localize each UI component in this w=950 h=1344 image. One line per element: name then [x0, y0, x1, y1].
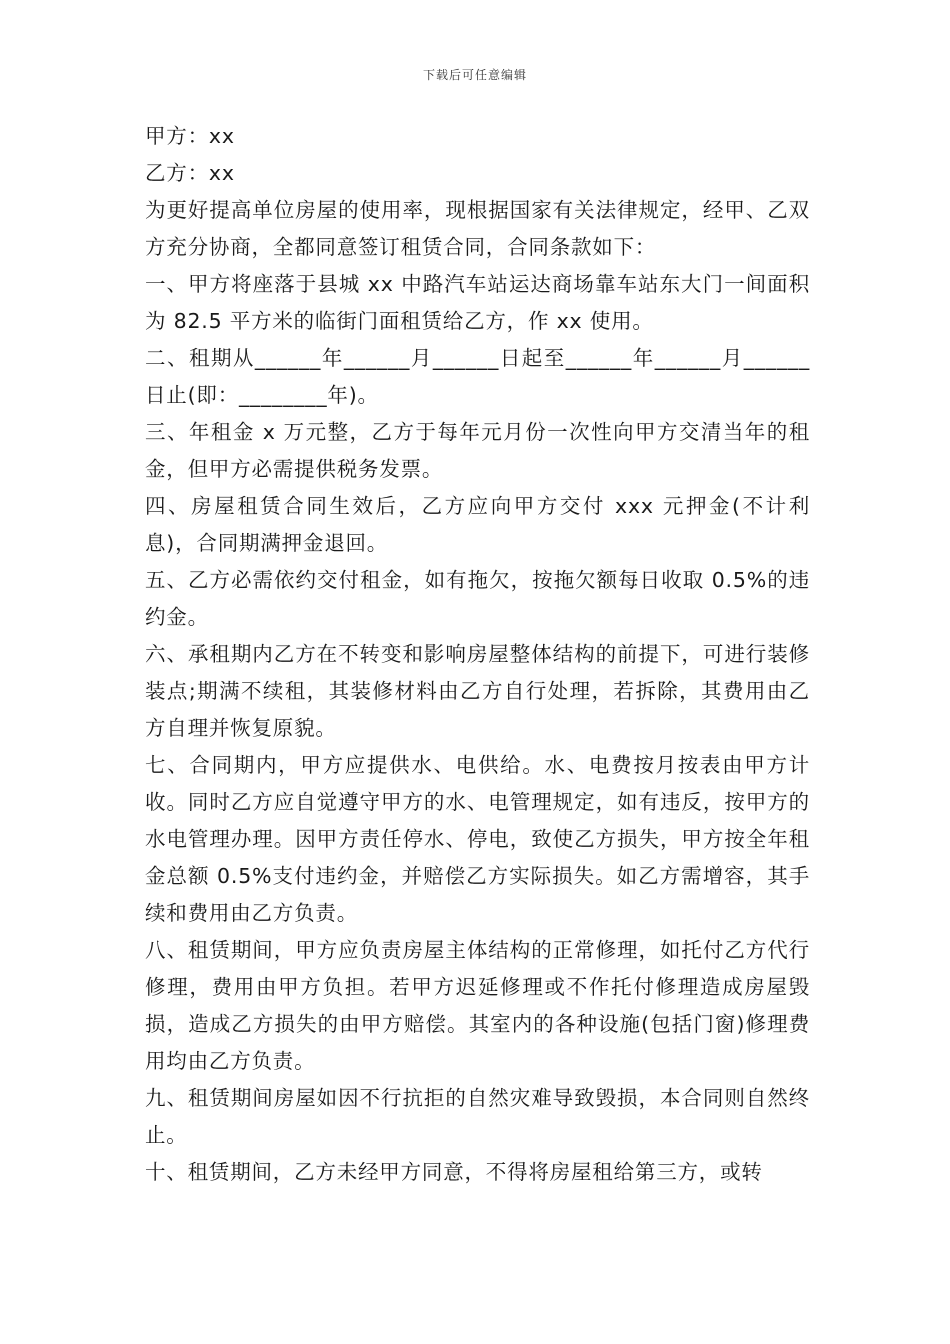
- clause-1: 一、甲方将座落于县城 xx 中路汽车站运达商场靠车站东大门一间面积为 82.5 平方米的临街门面租赁给乙方，作 xx 使用。: [145, 272, 810, 333]
- clause-7: 七、合同期内，甲方应提供水、电供给。水、电费按月按表由甲方计收。同时乙方应自觉遵守甲方的水、电管理规定，如有违反，按甲方的水电管理办理。因甲方责任停水、停电，致使乙方损失，甲方按全年租金总额 0.5%支付违约金，并赔偿乙方实际损失。如乙方需增容，其手续和费用由乙方负责。: [145, 753, 810, 925]
- clause-4: 四、房屋租赁合同生效后，乙方应向甲方交付 xxx 元押金(不计利息)，合同期满押金退回。: [145, 494, 810, 555]
- preamble-paragraph: 为更好提高单位房屋的使用率，现根据国家有关法律规定，经甲、乙双方充分协商，全都同意签订租赁合同，合同条款如下：: [145, 198, 810, 259]
- clause-6: 六、承租期内乙方在不转变和影响房屋整体结构的前提下，可进行装修装点;期满不续租，其装修材料由乙方自行处理，若拆除，其费用由乙方自理并恢复原貌。: [145, 642, 810, 740]
- clause-5: 五、乙方必需依约交付租金，如有拖欠，按拖欠额每日收取 0.5%的违约金。: [145, 568, 810, 629]
- clause-3: 三、年租金 x 万元整，乙方于每年元月份一次性向甲方交清当年的租金，但甲方必需提供税务发票。: [145, 420, 810, 481]
- party-b-line: 乙方：xx: [145, 161, 235, 185]
- contract-body: [145, 118, 810, 1191]
- clause-9: 九、租赁期间房屋如因不行抗拒的自然灾难导致毁损，本合同则自然终止。: [145, 1086, 810, 1147]
- party-a-line: 甲方：xx: [145, 124, 235, 148]
- clause-2: 二、租期从______年______月______日起至______年______月______日止(即：________年)。: [145, 346, 810, 407]
- header-note: 下载后可任意编辑: [422, 68, 527, 82]
- clause-8: 八、租赁期间，甲方应负责房屋主体结构的正常修理，如托付乙方代行修理，费用由甲方负担。若甲方迟延修理或不作托付修理造成房屋毁损，造成乙方损失的由甲方赔偿。其室内的各种设施(包括门窗)修理费用均由乙方负责。: [145, 938, 810, 1073]
- clause-10: 十、租赁期间，乙方未经甲方同意，不得将房屋租给第三方，或转: [145, 1160, 763, 1184]
